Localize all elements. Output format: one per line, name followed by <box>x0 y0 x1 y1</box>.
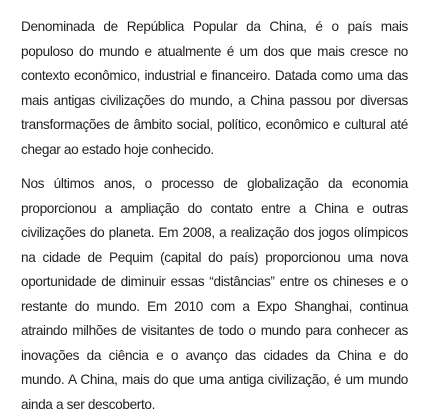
document-body <box>21 15 408 417</box>
paragraph-china-globalization: Nos últimos anos, o processo de globalização da economia proporcionou a ampliação do contato entre a China e outras civilizações do planeta. Em 2008, a realização dos jogos olímpicos na cidade de Pequim (capital do país) proporcionou uma nova oportunidade de diminuir essas “distâncias” entre os chineses e o restante do mundo. Em 2010 com a Expo Shanghai, continua atraindo milhões de visitantes de todo o mundo para conhecer as inovações da ciência e o avanço das cidades da China e do mundo. A China, mais do que uma antiga civilização, é um mundo ainda a ser descoberto. <box>21 176 408 412</box>
paragraph-china-introduction: Denominada de República Popular da China, é o país mais populoso do mundo e atualmente é um dos que mais cresce no contexto econômico, industrial e financeiro. Datada como uma das mais antigas civilizações do mundo, a China passou por diversas transformações de âmbito social, político, econômico e cultural até chegar ao estado hoje conhecido. <box>21 19 408 157</box>
